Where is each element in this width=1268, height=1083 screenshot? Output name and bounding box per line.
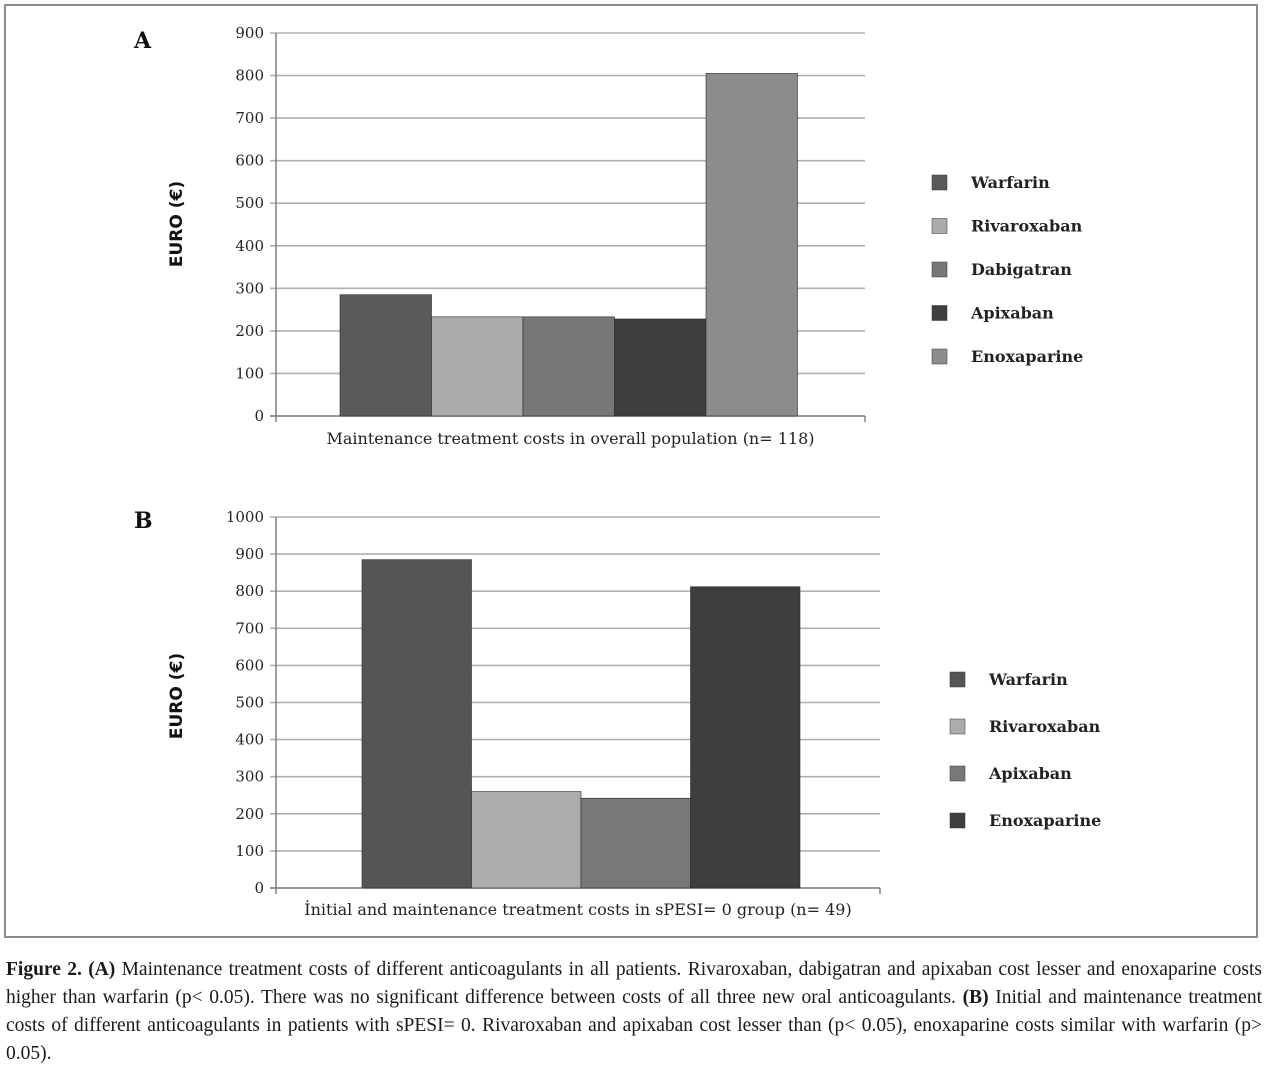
chart-b-legend-swatch-rivaroxaban (950, 719, 965, 734)
chart-a-legend-swatch-warfarin (932, 175, 947, 190)
chart-a-legend-label-warfarin: Warfarin (971, 173, 1050, 192)
chart-b-bar-warfarin (362, 560, 472, 888)
chart-a-bar-enoxaparine (706, 73, 798, 416)
chart-a-y-tick-label: 600 (235, 151, 264, 170)
chart-a-legend-label-apixaban: Apixaban (971, 303, 1054, 323)
chart-b-x-axis-label: İnitial and maintenance treatment costs in sPESI= 0 group (n= 49) (304, 900, 852, 919)
panel-a-letter: A (134, 28, 152, 54)
chart-a-legend-swatch-apixaban (932, 306, 947, 321)
chart-b-y-tick-label: 600 (235, 656, 264, 675)
chart-a-legend-label-dabigatran: Dabigatran (971, 260, 1072, 279)
chart-a-legend-label-enoxaparine: Enoxaparine (971, 347, 1084, 366)
chart-b-y-tick-label: 700 (235, 619, 264, 638)
chart-b-legend-label-rivaroxaban: Rivaroxaban (989, 717, 1101, 736)
chart-b-legend-label-enoxaparine: Enoxaparine (989, 811, 1102, 830)
chart-a-legend-swatch-rivaroxaban (932, 219, 947, 234)
chart-b-bar-enoxaparine (691, 587, 801, 888)
chart-b-legend-label-warfarin: Warfarin (989, 670, 1068, 689)
chart-b-y-tick-label: 400 (235, 730, 264, 749)
chart-b-y-tick-label: 200 (235, 804, 264, 823)
caption-part-a-label: (A) (88, 959, 116, 980)
chart-b-y-tick-label: 900 (235, 545, 264, 564)
chart-a-y-tick-label: 300 (235, 279, 264, 298)
chart-a-y-tick-label: 400 (235, 236, 264, 255)
caption-part-b-text: Initial and maintenance treatment costs of different anticoagulants in patients with sPESI= 0. Rivaroxaban and apixaban cost lesser than (p< 0.05), enoxaparine costs similar with warfarin (p> 0.05). (6, 987, 1262, 1064)
chart-a-y-tick-label: 200 (235, 321, 264, 340)
chart-b-legend-swatch-enoxaparine (950, 813, 965, 828)
chart-a-legend-swatch-enoxaparine (932, 349, 947, 364)
caption-part-b-label: (B) (962, 987, 989, 1008)
chart-a-bar-dabigatran (523, 317, 615, 416)
chart-b-y-tick-label: 800 (235, 582, 264, 601)
chart-b-y-tick-label: 100 (235, 841, 264, 860)
chart-b-legend-swatch-apixaban (950, 766, 965, 781)
chart-a-y-tick-label: 800 (235, 66, 264, 85)
chart-b-y-tick-label: 1000 (225, 508, 264, 526)
chart-b-bar-apixaban (581, 798, 691, 888)
chart-a-y-tick-label: 0 (254, 407, 264, 425)
chart-a-legend-label-rivaroxaban: Rivaroxaban (971, 216, 1083, 236)
chart-b-legend-swatch-warfarin (950, 672, 965, 687)
panel-b-letter: B (134, 508, 153, 534)
chart-a (167, 24, 1083, 448)
chart-a-y-tick-label: 100 (235, 364, 264, 383)
chart-a-bar-apixaban (615, 319, 707, 416)
caption-part-a-text: Maintenance treatment costs of different anticoagulants in all patients. Rivaroxaban, dabigatran and apixaban cost lesser and enoxaparine costs higher than warfarin (p< 0.05). There was no significant difference between costs of all three new oral anticoagulants. (6, 959, 1263, 1008)
chart-b-y-tick-label: 0 (254, 879, 264, 897)
chart-b-bar-rivaroxaban (472, 792, 582, 888)
chart-a-bar-rivaroxaban (432, 317, 524, 416)
chart-b-y-tick-label: 300 (235, 767, 264, 786)
caption-label: Figure 2. (6, 959, 82, 980)
chart-b-legend-label-apixaban: Apixaban (989, 764, 1072, 783)
chart-a-y-axis-label: EURO (€) (167, 180, 187, 268)
chart-a-y-tick-label: 500 (235, 194, 264, 213)
figure-caption (6, 956, 1262, 1068)
chart-a-y-tick-label: 700 (235, 109, 264, 128)
chart-b-y-axis-label: EURO (€) (167, 652, 187, 740)
chart-b (167, 508, 1101, 919)
chart-a-y-tick-label: 900 (235, 24, 264, 42)
chart-a-x-axis-label: Maintenance treatment costs in overall population (n= 118) (326, 429, 815, 448)
chart-b-y-tick-label: 500 (235, 693, 264, 712)
chart-a-legend-swatch-dabigatran (932, 262, 947, 277)
chart-a-bar-warfarin (340, 295, 432, 416)
